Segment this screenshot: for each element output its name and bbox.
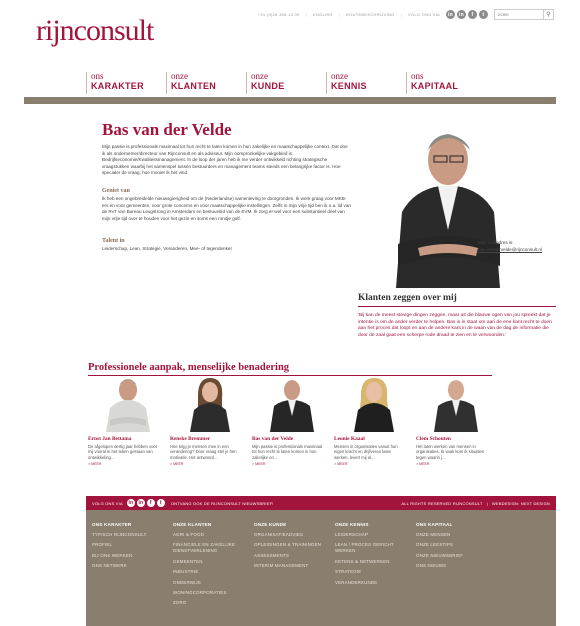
footer-bar [86, 496, 556, 510]
footer-link[interactable]: AGRI & FOOD [173, 532, 204, 537]
member-text: Hoe krijg je mensen mee in een verandering? Door vraag stel je hen motivatie. Het antwoord... [170, 444, 237, 460]
footer-column-kapitaal [416, 522, 497, 626]
nav-item-top: onze [171, 71, 188, 81]
footer-link[interactable]: STRATEGIE [335, 569, 362, 575]
footer-link[interactable]: WONINGCORPORATIES [173, 589, 227, 595]
footer-link[interactable]: FINANCIELE EN ZAKELIJKE DIENSTVERLENING [173, 542, 236, 553]
member-name: Clem Schouten [416, 436, 451, 442]
nav-item-top: onze [251, 71, 268, 81]
member-text: De afgelopen dertig jaar hebben voor mij vooral in het teken gestaan van ontwikkeling... [88, 444, 158, 460]
nav-item-karakter[interactable] [86, 72, 166, 94]
facebook-icon[interactable]: f [468, 10, 477, 19]
phone-number[interactable]: +31 (0)26 355 13 00 [257, 12, 300, 17]
facebook-icon[interactable]: f [147, 499, 155, 507]
top-bar [258, 9, 554, 20]
footer-follow-label: VOLG ONS VIA [92, 500, 123, 506]
linkedin-icon[interactable]: in [128, 500, 134, 506]
footer-social-icons [127, 499, 165, 507]
twitter-icon[interactable]: t [157, 499, 165, 507]
page-title: Bas van der Velde [102, 120, 232, 139]
member-text: Het laten werken van mensen in organisaties. Ik vaak kom ik situaties tegen waarin j... [416, 444, 484, 460]
nav-item-top: onze [331, 71, 348, 81]
follow-label: VOLG ONS VIA [407, 12, 440, 17]
footer-column-heading[interactable]: ONZE KLANTEN [173, 522, 212, 527]
member-name: Leonie Kaaal [334, 436, 365, 442]
footer [86, 510, 556, 626]
team-heading: Professionele aanpak, menselijke benadering [88, 362, 290, 373]
member-photo [334, 376, 414, 432]
footer-column-karakter [92, 522, 173, 626]
footer-link[interactable]: OPLEIDINGEN & TRAININGEN [254, 542, 322, 548]
nav-item-kennis[interactable] [326, 72, 406, 94]
team-member[interactable] [252, 376, 332, 466]
nav-item-top: ons [91, 71, 104, 81]
social-icons [446, 10, 488, 19]
rights-text: ALL RIGHTS RESERVED RIJNCONSULT [401, 500, 483, 506]
member-text: Mijn passie is professionals maximaal tot hun recht te laten komen in hun zakelijke en... [252, 444, 323, 460]
more-link[interactable]: > MEER [88, 462, 102, 467]
divider: | [338, 12, 340, 17]
main-nav [86, 72, 486, 94]
member-photo [88, 376, 168, 432]
footer-link[interactable]: GEMEENTEN [173, 558, 203, 564]
member-name: Bas van der Velde [252, 436, 294, 442]
footer-link[interactable]: ZORG [173, 600, 187, 606]
twitter-icon[interactable]: t [479, 10, 488, 19]
footer-link[interactable]: ONZE LEESTIPS [416, 542, 454, 548]
geniet-text: Ik heb een ongebreidelde nieuwsgierigheid om de (Nederlandse) samenleving te doorgronden. Ik werk graag voor MKB-ers en voor gemeenten, voor grote concerns en voor maatschappelijke instellingen. Zelfs in mijn vrije tijd ben ik o.a. lid van de RvT van Bureau Leugstrong in Amsterdam en bestuurslid van de EVM. Ik zorg er wel voor een substantieel deel van mijn vrije tijd over te houden voor het gezin en soms een rondje golf. [102, 196, 351, 221]
nav-item-klanten[interactable] [166, 72, 246, 94]
footer-link[interactable]: LEIDERSCHAP [335, 532, 369, 537]
nav-item-label: KENNIS [331, 81, 367, 91]
search-input[interactable] [495, 10, 543, 19]
footer-link[interactable]: ASSESSMENTS [254, 552, 290, 558]
route-link[interactable]: ROUTEBESCHRIJVING [345, 12, 395, 17]
member-name: Ernst Jan Bettama [88, 436, 132, 442]
quote-heading: Klanten zeggen over mij [358, 293, 457, 303]
nav-item-label: KARAKTER [91, 81, 144, 91]
member-name: Renske Bremmer [170, 436, 211, 442]
footer-column-kennis [335, 522, 416, 626]
footer-link[interactable]: TYPISCH RIJNCONSULT [92, 532, 147, 537]
more-link[interactable]: > MEER [334, 462, 348, 467]
team-member[interactable] [334, 376, 414, 466]
footer-link[interactable]: ORGANISATIEADVIES [254, 532, 304, 537]
search-box [494, 9, 554, 20]
footer-column-heading[interactable]: ONZE KUNDE [254, 522, 287, 527]
profile-photo [378, 120, 518, 288]
footer-link[interactable]: VERANDERKUNDE [335, 579, 378, 585]
footer-link[interactable]: ONS NETWERK [92, 563, 127, 569]
footer-link[interactable]: BIJ ONS WERKEN [92, 552, 133, 558]
linkedin-in-icon[interactable]: in [138, 500, 144, 506]
webdesign-link[interactable]: WEBDESIGN: NEXT DESIGN [491, 500, 550, 506]
nav-item-top: ons [411, 71, 424, 81]
divider: | [486, 500, 488, 506]
footer-link[interactable]: INDUSTRIE [173, 569, 199, 575]
nav-item-label: KUNDE [251, 81, 285, 91]
footer-column-heading[interactable]: ONS KAPITAAL [416, 522, 453, 527]
footer-link[interactable]: ONDERWIJS [173, 579, 202, 585]
team-member[interactable] [88, 376, 168, 466]
footer-link[interactable]: LEAN / PROCES GERICHT WERKEN [335, 542, 394, 553]
footer-link[interactable]: ONZE MENSEN [416, 532, 451, 537]
member-photo [252, 376, 332, 432]
more-link[interactable]: > MEER [252, 462, 266, 467]
footer-link[interactable]: INTERIM MANAGEMENT [254, 563, 309, 569]
footer-column-heading[interactable]: ONS KARAKTER [92, 522, 132, 527]
footer-link[interactable]: KETENS & NETWERKEN [335, 558, 390, 564]
nav-item-label: KLANTEN [171, 81, 217, 91]
geniet-heading: Geniet van [102, 188, 130, 194]
talent-text: Leiderschap, Lean, Strategie, Veranderen, Mee- of tegendenker [102, 246, 232, 251]
newsletter-link[interactable]: ONTVANG OOK DE RIJNCONSULT NIEUWSBRIEF! [170, 500, 274, 506]
logo[interactable]: rijnconsult [36, 14, 154, 47]
footer-link[interactable]: PROFIEL [92, 542, 113, 548]
more-link[interactable]: > MEER [170, 462, 184, 467]
linkedin-icon[interactable]: in [447, 11, 454, 18]
nav-item-kapitaal[interactable] [406, 72, 486, 94]
quote-text: 'Bij kan de meest stevige dingen zeggen, maar uit die blauwe ogen van jou spreekt dat je intentie is om de ander verder te helpen. Bas is in staat om aan de ene kant recht te doen aan het proces dat loopt en aan de andere kant in de waan van de dag de informatie die door de zaal gaat een scherpe rode draad te zien en te verwoorden.' [358, 313, 552, 338]
search-icon[interactable]: ⚲ [543, 10, 553, 19]
mail-label: Mijn mailadres is: [478, 240, 514, 245]
mail-link[interactable]: bas.vandervelde@rijnconsult.nl [478, 246, 542, 252]
profile-intro: Mijn passie is professionals maximaal tot hun recht te laten komen in hun zakelijke en maatschappelijke context. Dat doe ik als ondernemer/directeur van Rijnconsult en als adviseur. Mijn oorspronkelijke vakgebied is Bedrijfseconomie/Kwaliteitsmanagement. In de loop der jaren heb ik me verder ontwikkeld richting strategische vraagstukken waarbij het samenspel tussen bestuurders en management teams steeds een belangrijke factor is. Hoe specialer de vraag, hoe mooier ik het vind. [102, 144, 348, 176]
member-photo [416, 376, 496, 432]
team-member[interactable] [416, 376, 496, 466]
more-link[interactable]: > MEER [416, 462, 430, 467]
footer-column-heading[interactable]: ONZE KENNIS [335, 522, 369, 527]
footer-column-kunde [254, 522, 335, 626]
quote-divider [358, 306, 556, 307]
member-text: Mensen in organisaties vanuit hun eigen kracht en drijfveren laten werken, levert mij al... [334, 444, 398, 460]
footer-column-klanten [173, 522, 254, 626]
linkedin-in-icon[interactable]: in [458, 11, 465, 18]
nav-item-kunde[interactable] [246, 72, 326, 94]
member-photo [170, 376, 250, 432]
mail-block [478, 240, 542, 253]
footer-link[interactable]: ONZE NIEUWSBRIEF [416, 552, 464, 558]
divider: | [400, 12, 402, 17]
talent-heading: Talent in [102, 238, 125, 244]
language-link[interactable]: ENGLISH [312, 12, 333, 17]
nav-item-label: KAPITAAL [411, 81, 459, 91]
footer-link[interactable]: ONS NIEUWS [416, 563, 447, 569]
team-member[interactable] [170, 376, 250, 466]
divider: | [305, 12, 307, 17]
header-divider-bar [24, 97, 556, 104]
